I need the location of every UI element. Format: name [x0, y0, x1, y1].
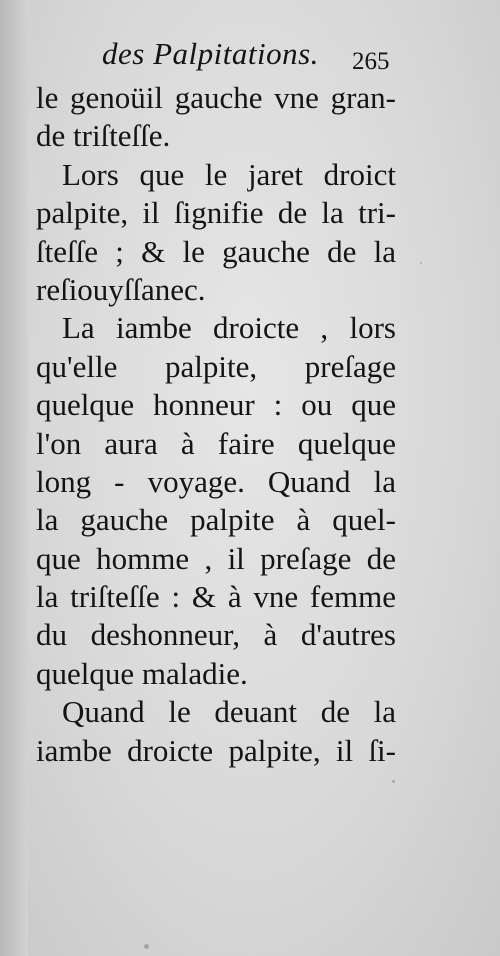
text-line: l'on aura à faire quelque: [36, 425, 396, 461]
text-line: ſteſſe ; & le gauche de la: [36, 233, 396, 269]
text-line: le genoüil gauche vne gran-: [36, 80, 396, 115]
page-number: 265: [352, 48, 390, 75]
text-line: palpite, il ſignifie de la tri-: [36, 195, 396, 231]
text-line: quelque maladie.: [36, 655, 248, 691]
paper-speck: [392, 780, 395, 783]
paper-speck: [420, 262, 422, 264]
page-header: [0, 34, 500, 84]
running-head: des Palpitations.: [102, 36, 319, 71]
text-line: que homme , il preſage de: [36, 540, 396, 576]
text-line: la triſteſſe : & à vne femme: [36, 579, 396, 615]
text-line: reſiouyſſanec.: [36, 271, 206, 307]
text-line: qu'elle palpite, preſage: [36, 348, 396, 384]
page-gutter: [0, 0, 28, 956]
text-line: La iambe droicte , lors: [62, 310, 396, 346]
text-line: quelque honneur : ou que: [36, 387, 396, 423]
text-line: long - voyage. Quand la: [36, 463, 396, 499]
text-line: de triſteſſe.: [36, 118, 171, 154]
text-line: Quand le deuant de la: [62, 694, 396, 730]
body-text: [36, 79, 396, 770]
text-line: du deshonneur, à d'autres: [36, 617, 396, 653]
text-line: iambe droicte palpite, il ſi-: [36, 732, 396, 768]
paper-speck: [144, 944, 149, 949]
text-line: la gauche palpite à quel-: [36, 502, 396, 538]
text-line: Lors que le jaret droict: [62, 156, 396, 192]
